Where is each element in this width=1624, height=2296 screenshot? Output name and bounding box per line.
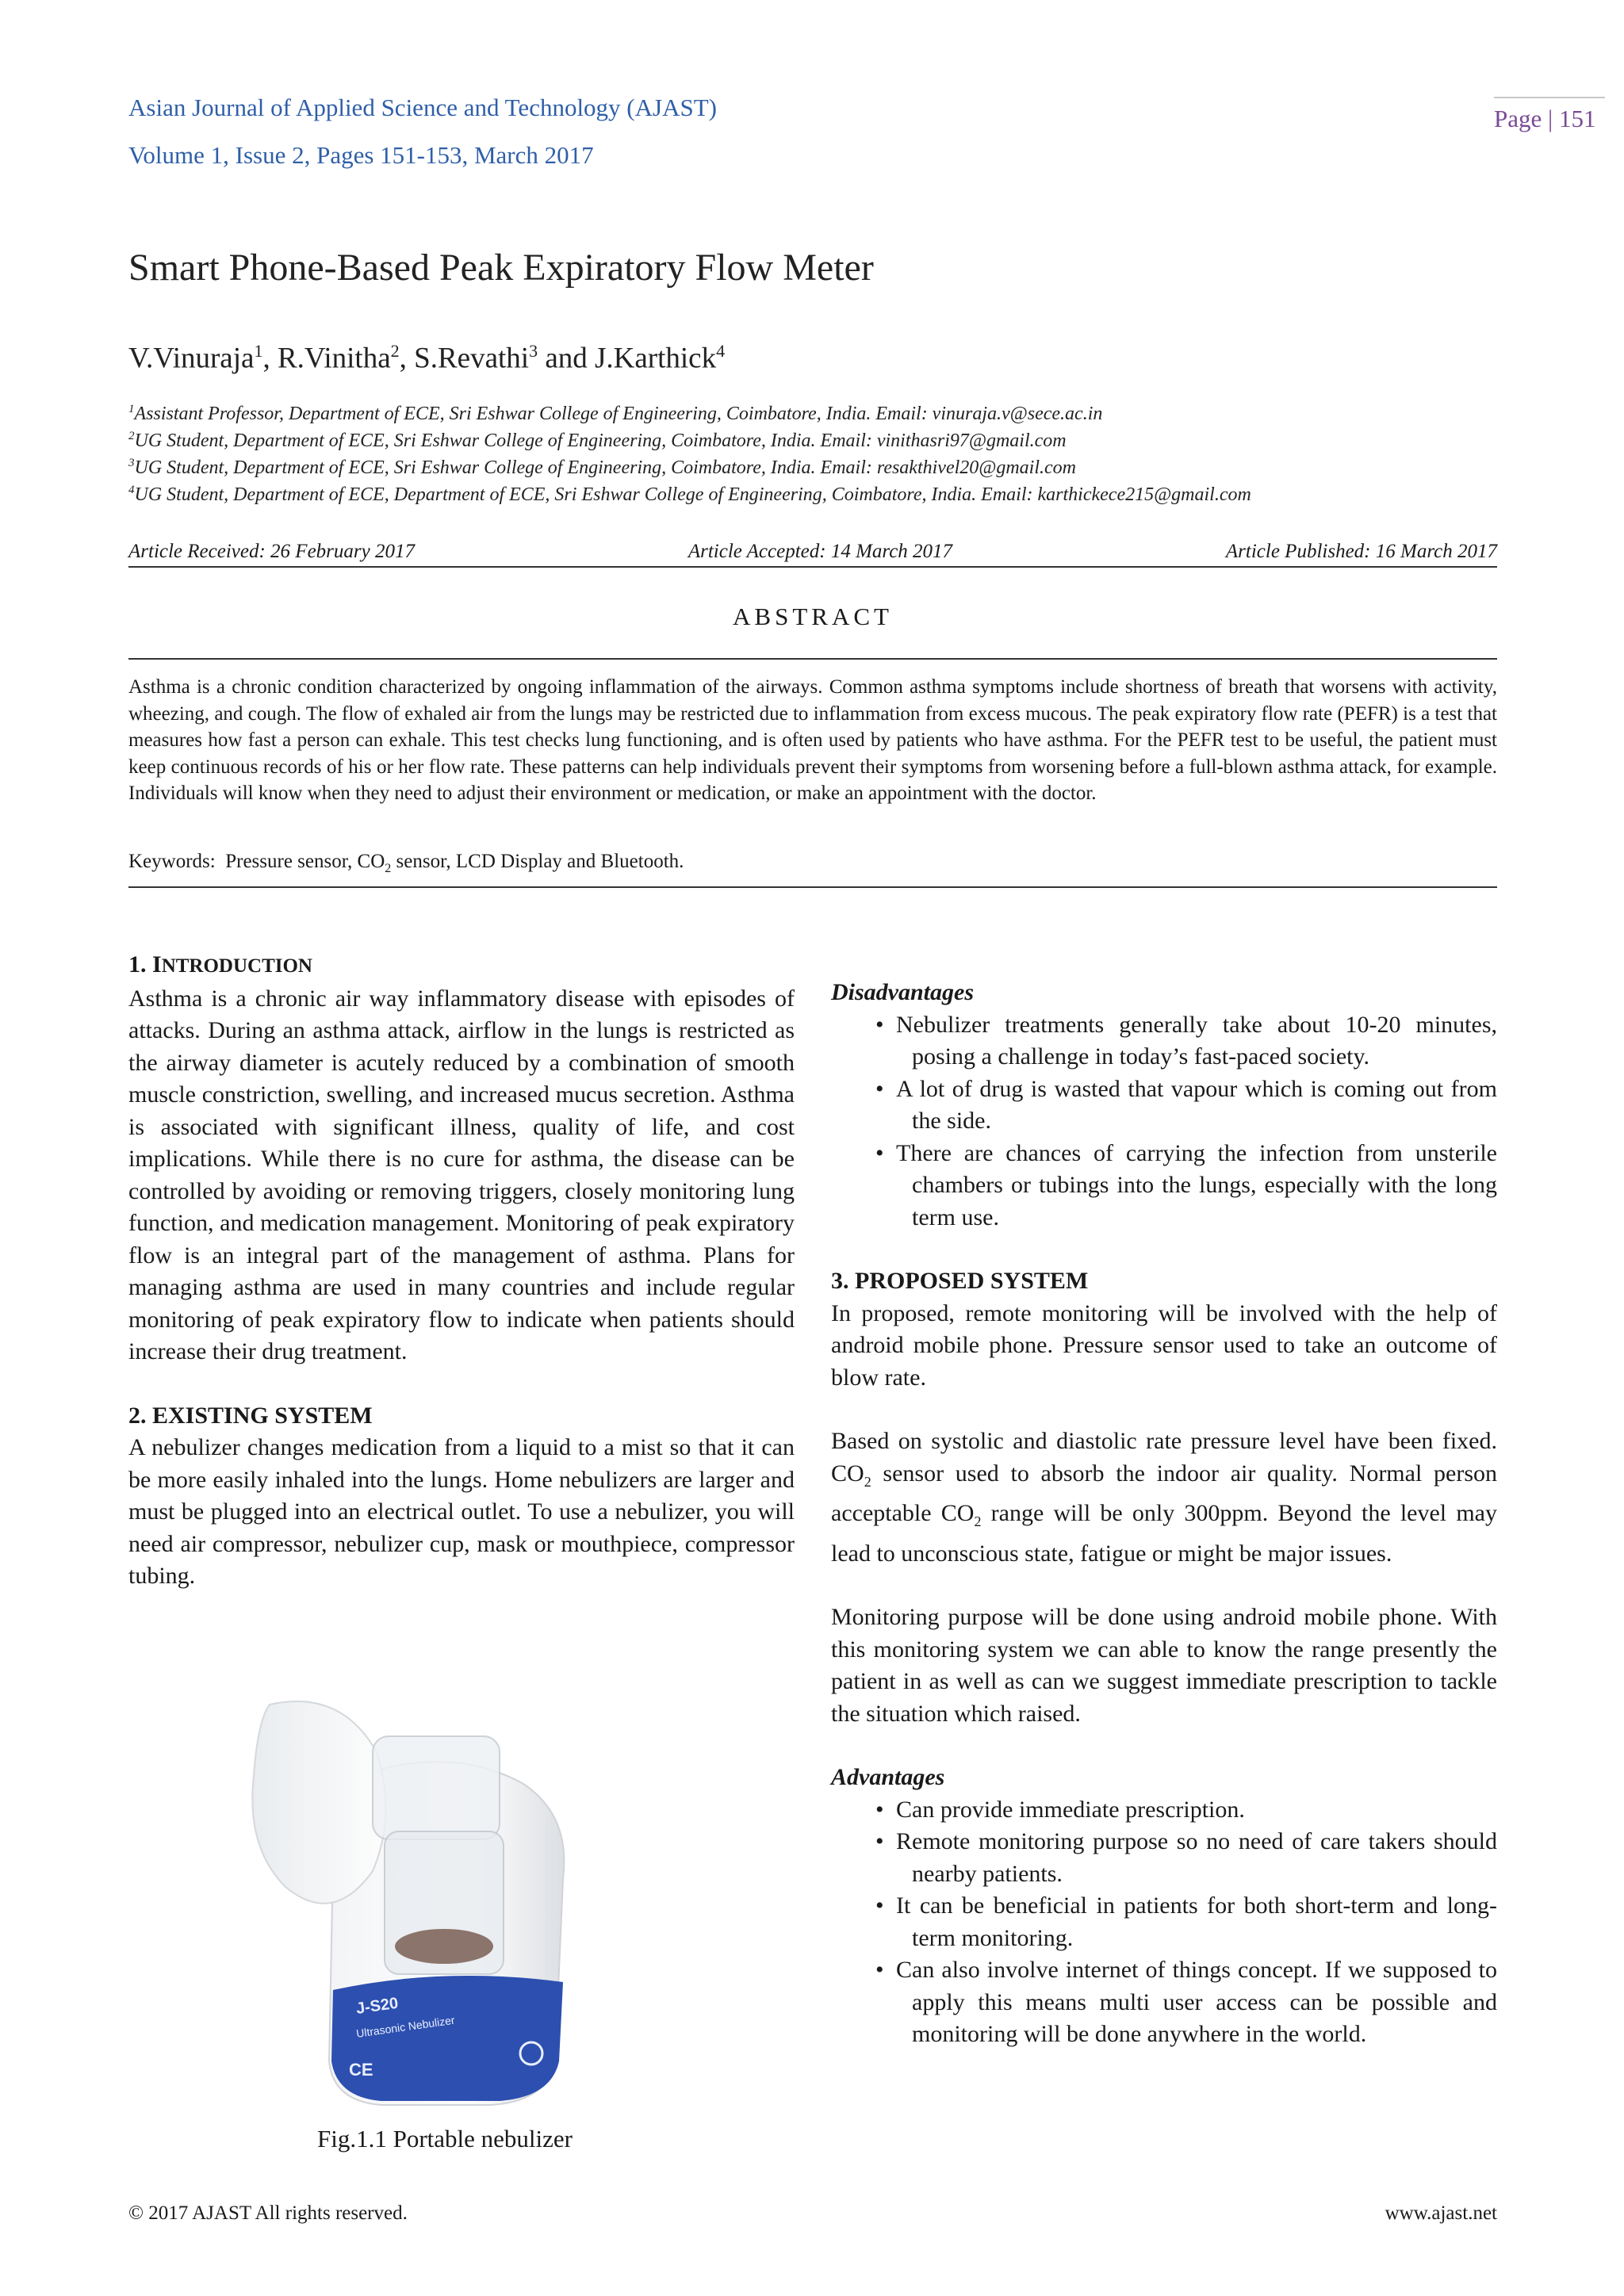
affiliation: $^3$UG Student, Department of ECE, Sri Eshwar College of Engineering, Coimbatore, India. Email: resakthivel20@gmail.com — [128, 457, 1076, 478]
keywords: Keywords: Pressure sensor, $CO_2$ sensor, LCD Display and Bluetooth. — [128, 851, 684, 875]
section-heading-proposed: 3. PROPOSED SYSTEM — [831, 1268, 1089, 1294]
author-sep: , — [399, 342, 415, 375]
divider — [128, 886, 1497, 888]
list-item: • There are chances of carrying the infection from unsterile chambers or tubings into the lungs, especially with the long term use. — [875, 1139, 1497, 1230]
author-name: S.Revathi — [414, 342, 530, 375]
affiliation: $^1$Assistant Professor, Department of ECE, Sri Eshwar College of Engineering, Coimbatore, India. Email: vinuraja.v@sece.ac.in — [128, 403, 1103, 424]
author-sup: 2 — [390, 341, 400, 361]
page-number: Page | 151 — [1494, 97, 1605, 133]
abstract-heading: ABSTRACT — [733, 603, 893, 630]
figure-model-label: J-S20 — [354, 1994, 400, 2018]
copyright: © 2017 AJAST All rights reserved. — [128, 2202, 408, 2224]
proposed-paragraph-1: In proposed, remote monitoring will be involved with the help of android mobile phone. Pressure sensor used to take an outcome of blow rate. — [831, 1299, 1497, 1391]
right-column — [831, 977, 1497, 2051]
list-item: • Remote monitoring purpose so no need of care takers should nearby patients. — [875, 1828, 1497, 1887]
divider — [128, 658, 1497, 660]
author-name: V.Vinuraja — [128, 342, 255, 375]
disadvantages-list — [831, 1009, 1497, 1234]
author-sup: 3 — [529, 341, 538, 361]
figure-caption: Fig.1.1 Portable nebulizer — [317, 2125, 573, 2152]
author-sep: and — [538, 342, 595, 375]
affiliation: $^4$UG Student, Department of ECE, Department of ECE, Sri Eshwar College of Engineering, Coimbatore, India. Email: karthickece215@gmail.com — [128, 484, 1251, 505]
intro-paragraph: Asthma is a chronic air way inflammatory disease with episodes of attacks. During an asthma attack, airflow in the lungs is restricted as the airway diameter is acutely reduced by a combination of smooth muscle constriction, swelling, and increased mucus secretion. Asthma is associated with significant illness, quality of life, and cost implications. While there is no cure for asthma, the disease can be controlled by avoiding or removing triggers, closely monitoring lung function, and medication management. Monitoring of peak expiratory flow is an integral part of the management of asthma. Plans for managing asthma are used in many countries and include regular monitoring of peak expiratory flow to indicate when patients should increase their drug treatment. — [128, 985, 795, 1364]
website-link[interactable]: www.ajast.net — [1385, 2202, 1497, 2224]
journal-volume: Volume 1, Issue 2, Pages 151-153, March 2017 — [128, 141, 594, 169]
ce-mark: CE — [349, 2060, 373, 2080]
author-sep: , — [262, 342, 278, 375]
journal-name: Asian Journal of Applied Science and Technology (AJAST) — [128, 94, 717, 121]
list-item: • Can provide immediate prescription. — [875, 1796, 1245, 1823]
advantages-heading: Advantages — [831, 1764, 945, 1790]
author-name: J.Karthick — [595, 342, 717, 375]
nebulizer-figure — [238, 1689, 650, 2117]
affiliation: $^2$UG Student, Department of ECE, Sri Eshwar College of Engineering, Coimbatore, India. Email: vinithasri97@gmail.com — [128, 430, 1067, 451]
advantages-list — [831, 1794, 1497, 2051]
date-published: Article Published: 16 March 2017 — [1225, 541, 1497, 562]
date-received: Article Received: 26 February 2017 — [128, 541, 415, 562]
date-accepted: Article Accepted: 14 March 2017 — [688, 541, 953, 562]
list-item: • Nebulizer treatments generally take about 10-20 minutes, posing a challenge in today’s fast-paced society. — [875, 1011, 1497, 1070]
author-sup: 4 — [716, 341, 726, 361]
left-column — [128, 949, 795, 1593]
figure-device-label: Ultrasonic Nebulizer — [355, 2013, 456, 2040]
list-item: • A lot of drug is wasted that vapour which is coming out from the side. — [875, 1075, 1497, 1134]
author-sup: 1 — [254, 341, 263, 361]
list-item: • It can be beneficial in patients for both short-term and long-term monitoring. — [875, 1892, 1497, 1951]
list-item: • Can also involve internet of things concept. If we supposed to apply this means multi user access can be possible and monitoring will be done anywhere in the world. — [875, 1957, 1497, 2047]
article-dates — [128, 541, 1497, 563]
proposed-paragraph-3: Monitoring purpose will be done using android mobile phone. With this monitoring system we can able to know the range presently the patient in as well as can we suggest immediate prescription to tackle the situation which raised. — [831, 1604, 1497, 1727]
section-heading-existing: 2. EXISTING SYSTEM — [128, 1402, 373, 1429]
paper-title: Smart Phone-Based Peak Expiratory Flow Meter — [128, 247, 874, 289]
divider — [128, 566, 1497, 568]
proposed-paragraph-2: Based on systolic and diastolic rate pressure level have been fixed. $CO_2$ sensor used to absorb the indoor air quality. Normal person acceptable $CO_2$ range will be only 300ppm. Beyond the level may lead to unconscious state, fatigue or might be major issues. — [831, 1428, 1497, 1567]
section-heading-introduction: 1. INTRODUCTION — [128, 951, 312, 978]
existing-paragraph: A nebulizer changes medication from a liquid to a mist so that it can be more easily inhaled into the lungs. Home nebulizers are larger and must be plugged into an electrical outlet. To use a nebulizer, you will need air compressor, nebulizer cup, mask or mouthpiece, compressor tubing. — [128, 1434, 795, 1589]
disadvantages-heading: Disadvantages — [831, 979, 974, 1005]
author-name: R.Vinitha — [277, 342, 391, 375]
abstract-text: Asthma is a chronic condition characterized by ongoing inflammation of the airways. Common asthma symptoms include shortness of breath that worsens with activity, wheezing, and cough. The flow of exhaled air from the lungs may be restricted due to inflammation from excess mucous. The peak expiratory flow rate (PEFR) is a test that measures how fast a person can exhale. This test checks lung functioning, and is often used by patients who have asthma. For the PEFR test to be useful, the patient must keep continuous records of his or her flow rate. These patterns can help individuals prevent their symptoms from worsening before a full-blown asthma attack, for example. Individuals will know when they need to adjust their environment or medication, or make an appointment with the doctor. — [128, 676, 1497, 804]
author-list — [128, 341, 725, 375]
